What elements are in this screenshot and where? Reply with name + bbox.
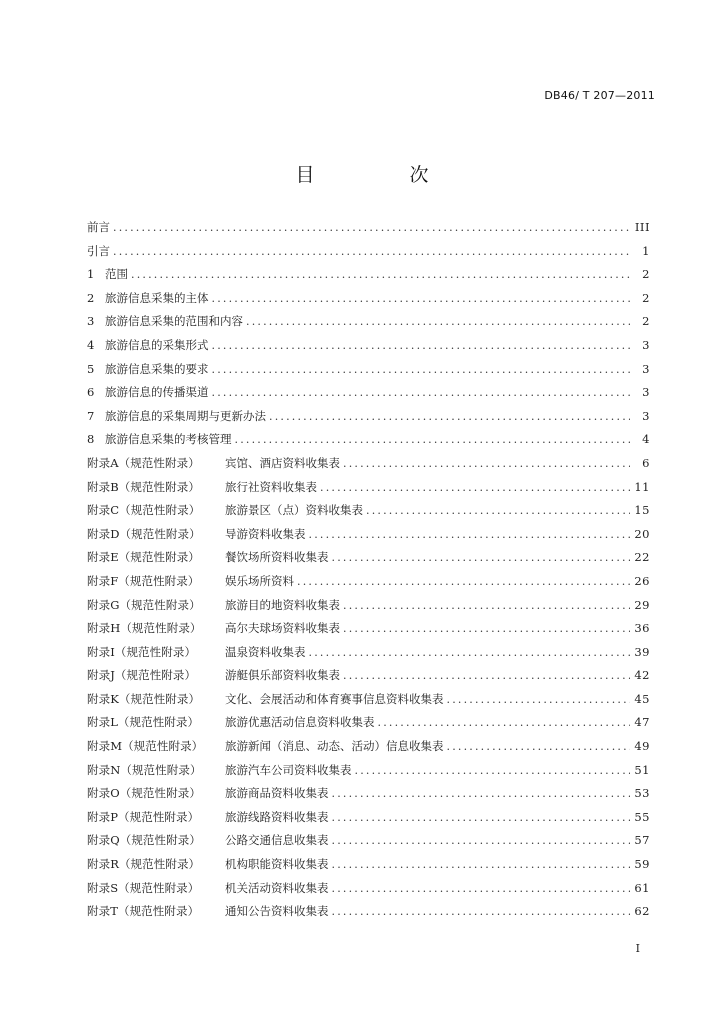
toc-appendix-label: 附录J（规范性附录） (87, 668, 197, 683)
toc-entry-number: 8 (87, 432, 95, 447)
toc-appendix-label: 附录R（规范性附录） (87, 857, 201, 872)
toc-page-number: 57 (634, 833, 650, 848)
toc-page-number: 2 (642, 314, 650, 329)
toc-entry-title: 旅游目的地资料收集表 (225, 597, 340, 612)
toc-entry-title: 旅游信息采集的考核管理 (105, 432, 232, 447)
toc-entry[interactable] (87, 617, 650, 641)
toc-page-number: 59 (634, 857, 650, 872)
toc-entry-title: 导游资料收集表 (225, 526, 306, 541)
toc-page-number: 39 (634, 644, 650, 659)
toc-entry-title: 旅游信息采集的范围和内容 (105, 314, 243, 329)
toc-entry[interactable] (87, 216, 650, 240)
toc-page-number: 20 (634, 526, 650, 541)
toc-entry[interactable] (87, 452, 650, 476)
dot-leader (235, 428, 631, 452)
toc-page-number: 4 (642, 432, 650, 447)
toc-entry[interactable] (87, 358, 650, 382)
toc-entry-number: 6 (87, 385, 95, 400)
toc-appendix-label: 附录S（规范性附录） (87, 880, 200, 895)
toc-page-number: 6 (642, 455, 650, 470)
toc-page-number: 26 (634, 573, 650, 588)
toc-entry-title: 旅游信息的采集周期与更新办法 (105, 408, 266, 423)
toc-appendix-label: 附录C（规范性附录） (87, 503, 201, 518)
toc-appendix-label: 附录O（规范性附录） (87, 786, 201, 801)
toc-entry[interactable] (87, 310, 650, 334)
toc-entry[interactable] (87, 735, 650, 759)
toc-title: 目 次 (295, 164, 467, 186)
toc-page-number: 1 (642, 243, 650, 258)
toc-page-number: 22 (634, 550, 650, 565)
dot-leader (332, 782, 631, 806)
toc-entry-title: 机构职能资料收集表 (225, 857, 329, 872)
toc-page-number: 36 (634, 621, 650, 636)
toc-page-number: 47 (634, 715, 650, 730)
toc-entry-number: 7 (87, 408, 95, 423)
toc-entry-title: 公路交通信息收集表 (225, 833, 329, 848)
toc-page-number: 62 (634, 904, 650, 919)
toc-page-number: 42 (634, 668, 650, 683)
toc-entry-number: 3 (87, 314, 95, 329)
dot-leader (332, 546, 631, 570)
dot-leader (212, 287, 631, 311)
toc-entry[interactable] (87, 240, 650, 264)
toc-entry-number: 4 (87, 337, 95, 352)
toc-appendix-label: 附录L（规范性附录） (87, 715, 200, 730)
toc-entry[interactable] (87, 570, 650, 594)
toc-appendix-label: 附录I（规范性附录） (87, 644, 197, 659)
toc-entry[interactable] (87, 688, 650, 712)
toc-page-number: 53 (634, 786, 650, 801)
toc-entry-number: 2 (87, 290, 95, 305)
toc-appendix-label: 附录K（规范性附录） (87, 691, 201, 706)
toc-entry[interactable] (87, 594, 650, 618)
dot-leader (320, 476, 630, 500)
dot-leader (309, 523, 631, 547)
toc-appendix-label: 附录N（规范性附录） (87, 762, 202, 777)
toc-page-number: 2 (642, 290, 650, 305)
toc-entry-title: 范围 (105, 267, 128, 282)
toc-appendix-label: 附录H（规范性附录） (87, 621, 202, 636)
toc-page-number: 29 (634, 597, 650, 612)
dot-leader (343, 664, 630, 688)
toc-entry[interactable] (87, 711, 650, 735)
toc-entry[interactable] (87, 829, 650, 853)
dot-leader (269, 405, 630, 429)
toc-page-number: 15 (634, 503, 650, 518)
dot-leader (447, 688, 631, 712)
dot-leader (355, 759, 631, 783)
table-of-contents (87, 216, 650, 924)
dot-leader (378, 711, 631, 735)
toc-entry-title: 娱乐场所资料 (225, 573, 294, 588)
toc-page-number: 45 (634, 691, 650, 706)
dot-leader (343, 452, 630, 476)
toc-entry-title: 文化、会展活动和体育赛事信息资料收集表 (225, 691, 444, 706)
toc-appendix-label: 附录B（规范性附录） (87, 479, 200, 494)
toc-entry-title: 旅游景区（点）资料收集表 (225, 503, 363, 518)
dot-leader (343, 594, 630, 618)
toc-page-number: 61 (634, 880, 650, 895)
toc-appendix-label: 附录D（规范性附录） (87, 526, 201, 541)
toc-page-number: 3 (642, 385, 650, 400)
toc-entry-title: 旅游汽车公司资料收集表 (225, 762, 352, 777)
toc-appendix-label: 附录Q（规范性附录） (87, 833, 201, 848)
toc-page-number: 11 (634, 479, 650, 494)
toc-entry-title: 餐饮场所资料收集表 (225, 550, 329, 565)
toc-entry-title: 旅游商品资料收集表 (225, 786, 329, 801)
toc-entry[interactable] (87, 806, 650, 830)
toc-appendix-label: 附录M（规范性附录） (87, 739, 204, 754)
toc-entry-number: 5 (87, 361, 95, 376)
toc-entry-title: 旅游信息采集的主体 (105, 290, 209, 305)
toc-page-number: 2 (642, 267, 650, 282)
toc-entry[interactable] (87, 900, 650, 924)
toc-entry[interactable] (87, 782, 650, 806)
dot-leader (113, 216, 630, 240)
toc-entry[interactable] (87, 641, 650, 665)
toc-entry-title: 旅游信息的传播渠道 (105, 385, 209, 400)
document-code: DB46/ T 207—2011 (544, 89, 655, 102)
toc-entry[interactable] (87, 263, 650, 287)
toc-page-number: III (634, 220, 650, 234)
toc-entry[interactable] (87, 523, 650, 547)
dot-leader (343, 617, 630, 641)
toc-entry-title: 旅游线路资料收集表 (225, 809, 329, 824)
toc-entry-title: 机关活动资料收集表 (225, 880, 329, 895)
toc-entry-title: 通知公告资料收集表 (225, 904, 329, 919)
dot-leader (332, 806, 631, 830)
dot-leader (332, 900, 631, 924)
dot-leader (366, 499, 630, 523)
toc-entry[interactable] (87, 476, 650, 500)
toc-entry-title: 前言 (87, 220, 110, 234)
toc-appendix-label: 附录P（规范性附录） (87, 809, 200, 824)
toc-entry-title: 旅游信息采集的要求 (105, 361, 209, 376)
toc-entry-title: 旅游信息的采集形式 (105, 337, 209, 352)
dot-leader (246, 310, 630, 334)
toc-entry[interactable] (87, 381, 650, 405)
dot-leader (447, 735, 631, 759)
dot-leader (212, 381, 631, 405)
toc-entry[interactable] (87, 759, 650, 783)
toc-entry-title: 高尔夫球场资料收集表 (225, 621, 340, 636)
toc-entry-number: 1 (87, 267, 95, 282)
toc-entry-title: 游艇俱乐部资料收集表 (225, 668, 340, 683)
page-number: I (635, 942, 640, 955)
toc-page-number: 49 (634, 739, 650, 754)
toc-appendix-label: 附录T（规范性附录） (87, 904, 200, 919)
toc-appendix-label: 附录A（规范性附录） (87, 455, 200, 470)
toc-entry[interactable] (87, 664, 650, 688)
dot-leader (113, 240, 630, 264)
toc-entry-title: 旅游新闻（消息、动态、活动）信息收集表 (225, 739, 444, 754)
toc-entry-title: 宾馆、酒店资料收集表 (225, 455, 340, 470)
toc-appendix-label: 附录G（规范性附录） (87, 597, 201, 612)
dot-leader (332, 853, 631, 877)
dot-leader (332, 829, 631, 853)
toc-entry[interactable] (87, 334, 650, 358)
toc-entry[interactable] (87, 405, 650, 429)
toc-entry[interactable] (87, 853, 650, 877)
dot-leader (332, 877, 631, 901)
toc-entry-title: 旅游优惠活动信息资料收集表 (225, 715, 375, 730)
dot-leader (212, 334, 631, 358)
toc-appendix-label: 附录F（规范性附录） (87, 573, 200, 588)
toc-page-number: 3 (642, 408, 650, 423)
dot-leader (309, 641, 631, 665)
toc-page-number: 51 (634, 762, 650, 777)
toc-page-number: 3 (642, 361, 650, 376)
toc-entry[interactable] (87, 499, 650, 523)
toc-entry-title: 旅行社资料收集表 (225, 479, 317, 494)
toc-entry-title: 引言 (87, 243, 110, 258)
toc-page-number: 3 (642, 337, 650, 352)
dot-leader (131, 263, 630, 287)
toc-entry[interactable] (87, 877, 650, 901)
toc-entry[interactable] (87, 546, 650, 570)
toc-entry[interactable] (87, 428, 650, 452)
toc-page-number: 55 (634, 809, 650, 824)
toc-entry[interactable] (87, 287, 650, 311)
dot-leader (297, 570, 630, 594)
toc-appendix-label: 附录E（规范性附录） (87, 550, 200, 565)
dot-leader (212, 358, 631, 382)
toc-entry-title: 温泉资料收集表 (225, 644, 306, 659)
